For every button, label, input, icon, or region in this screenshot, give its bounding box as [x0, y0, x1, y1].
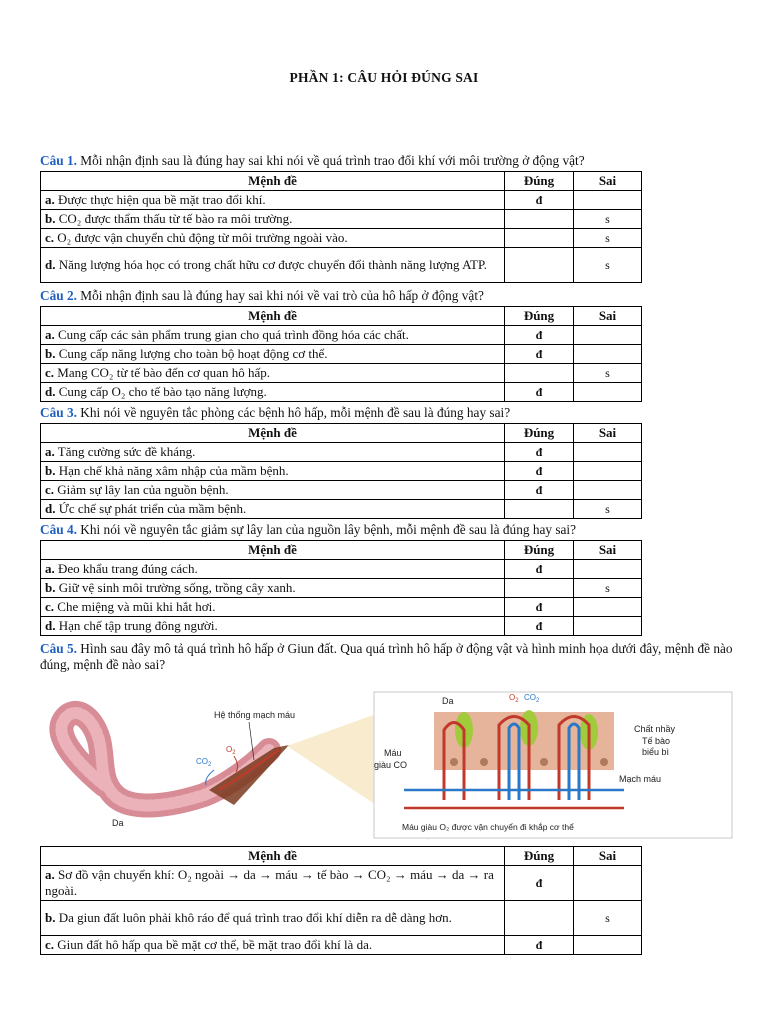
header-statement: Mệnh đề — [41, 541, 505, 560]
table-row: c. Giảm sự lây lan của nguồn bệnh. đ — [41, 481, 642, 500]
blood-o2-caption: Máu giàu O₂ được vận chuyển đi khắp cơ thể — [402, 822, 574, 832]
table-row: c. Che miệng và mũi khi hắt hơi. đ — [41, 598, 642, 617]
table-row: c. Mang CO₂ từ tế bào đến cơ quan hô hấp. s — [41, 364, 642, 383]
skin-cross-section — [374, 692, 732, 838]
question-2 — [40, 288, 740, 304]
header-true: Đúng — [505, 307, 574, 326]
skin-label-right: Da — [442, 696, 454, 706]
header-false: Sai — [574, 847, 642, 866]
earthworm-respiration-figure — [44, 690, 734, 840]
question-number: Câu 5. — [40, 641, 77, 656]
header-true: Đúng — [505, 847, 574, 866]
question-3 — [40, 405, 740, 421]
question-text: Hình sau đây mô tả quá trình hô hấp ở Giun đất. Qua quá trình hô hấp ở động vật và hình minh họa dưới đây, mệnh đề nào đúng, mệnh đề nào sai? — [40, 641, 733, 672]
table-row: a. Đeo khẩu trang đúng cách. đ — [41, 560, 642, 579]
question-text: Khi nói về nguyên tắc phòng các bệnh hô hấp, mỗi mệnh đề sau là đúng hay sai? — [76, 405, 511, 420]
answer-table-5 — [40, 846, 642, 955]
question-5 — [40, 641, 740, 673]
earthworm-illustration — [61, 713, 289, 806]
skin-label-left: Da — [112, 818, 124, 828]
table-row: d. Năng lượng hóa học có trong chất hữu cơ được chuyển đổi thành năng lượng ATP. s — [41, 248, 642, 283]
o2-label-left: $O_2$ — [226, 745, 236, 756]
vessel-label: Mạch máu — [619, 774, 662, 784]
question-number: Câu 3. — [40, 405, 77, 420]
table-row: c. Giun đất hô hấp qua bề mặt cơ thể, bề mặt trao đổi khí là da. đ — [41, 936, 642, 955]
question-number: Câu 1. — [40, 153, 77, 168]
header-true: Đúng — [505, 172, 574, 191]
table-row: a. Được thực hiện qua bề mặt trao đổi khí. đ — [41, 191, 642, 210]
blood-co2-label: Máu — [384, 748, 402, 758]
table-row: b. Cung cấp năng lượng cho toàn bộ hoạt động cơ thể. đ — [41, 345, 642, 364]
table-row: a. Cung cấp các sản phẩm trung gian cho quá trình đồng hóa các chất. đ — [41, 326, 642, 345]
answer-table-4 — [40, 540, 642, 636]
co2-label-top: $CO_2$ — [524, 693, 540, 704]
question-text: Mỗi nhận định sau là đúng hay sai khi nói về vai trò của hô hấp ở động vật? — [76, 288, 484, 303]
table-row: a. Tăng cường sức đề kháng. đ — [41, 443, 642, 462]
epithelial-label: Tế bào — [642, 736, 671, 746]
answer-table-1 — [40, 171, 642, 283]
table-row: b. Giữ vệ sinh môi trường sống, trồng cây xanh. s — [41, 579, 642, 598]
question-text: Khi nói về nguyên tắc giảm sự lây lan của nguồn lây bệnh, mỗi mệnh đề sau là đúng hay sai? — [76, 522, 577, 537]
table-row: b. Hạn chế khả năng xâm nhập của mầm bệnh. đ — [41, 462, 642, 481]
epithelial-label-2: biểu bì — [642, 747, 670, 757]
page-title: PHẦN 1: CÂU HỎI ĐÚNG SAI — [289, 70, 479, 85]
table-row: b. Da giun đất luôn phải khô ráo để quá trình trao đổi khí diễn ra dễ dàng hơn. s — [41, 901, 642, 936]
answer-table-2 — [40, 306, 642, 402]
question-number: Câu 4. — [40, 522, 77, 537]
header-false: Sai — [574, 424, 642, 443]
header-true: Đúng — [505, 424, 574, 443]
table-row: b. CO₂ được thẩm thấu từ tế bào ra môi trường. s — [41, 210, 642, 229]
table-row: d. Ức chế sự phát triển của mầm bệnh. s — [41, 500, 642, 519]
header-statement: Mệnh đề — [41, 172, 505, 191]
question-text: Mỗi nhận định sau là đúng hay sai khi nói về quá trình trao đổi khí với môi trường ở động vật? — [76, 153, 585, 168]
co2-label-left: $CO_2$ — [196, 757, 212, 768]
table-row: c. O₂ được vận chuyển chủ động từ môi trường ngoài vào. s — [41, 229, 642, 248]
question-1 — [40, 153, 740, 169]
header-statement: Mệnh đề — [41, 424, 505, 443]
o2-label-top: $O_2$ — [509, 693, 519, 704]
mucus-label: Chất nhầy — [634, 724, 676, 734]
table-row: a. Sơ đồ vận chuyển khí: O₂ ngoài → da → máu → tế bào → CO₂ → máu → da → ra ngoài. đ — [41, 866, 642, 901]
header-false: Sai — [574, 172, 642, 191]
table-row: d. Cung cấp O₂ cho tế bào tạo năng lượng. đ — [41, 383, 642, 402]
header-statement: Mệnh đề — [41, 847, 505, 866]
question-number: Câu 2. — [40, 288, 77, 303]
header-true: Đúng — [505, 541, 574, 560]
question-4 — [40, 522, 740, 538]
answer-table-3 — [40, 423, 642, 519]
header-false: Sai — [574, 541, 642, 560]
blood-co2-label-2: giàu CO — [374, 760, 408, 770]
header-false: Sai — [574, 307, 642, 326]
header-statement: Mệnh đề — [41, 307, 505, 326]
vessel-system-label: Hệ thống mạch máu — [214, 710, 296, 720]
table-row: d. Hạn chế tập trung đông người. đ — [41, 617, 642, 636]
